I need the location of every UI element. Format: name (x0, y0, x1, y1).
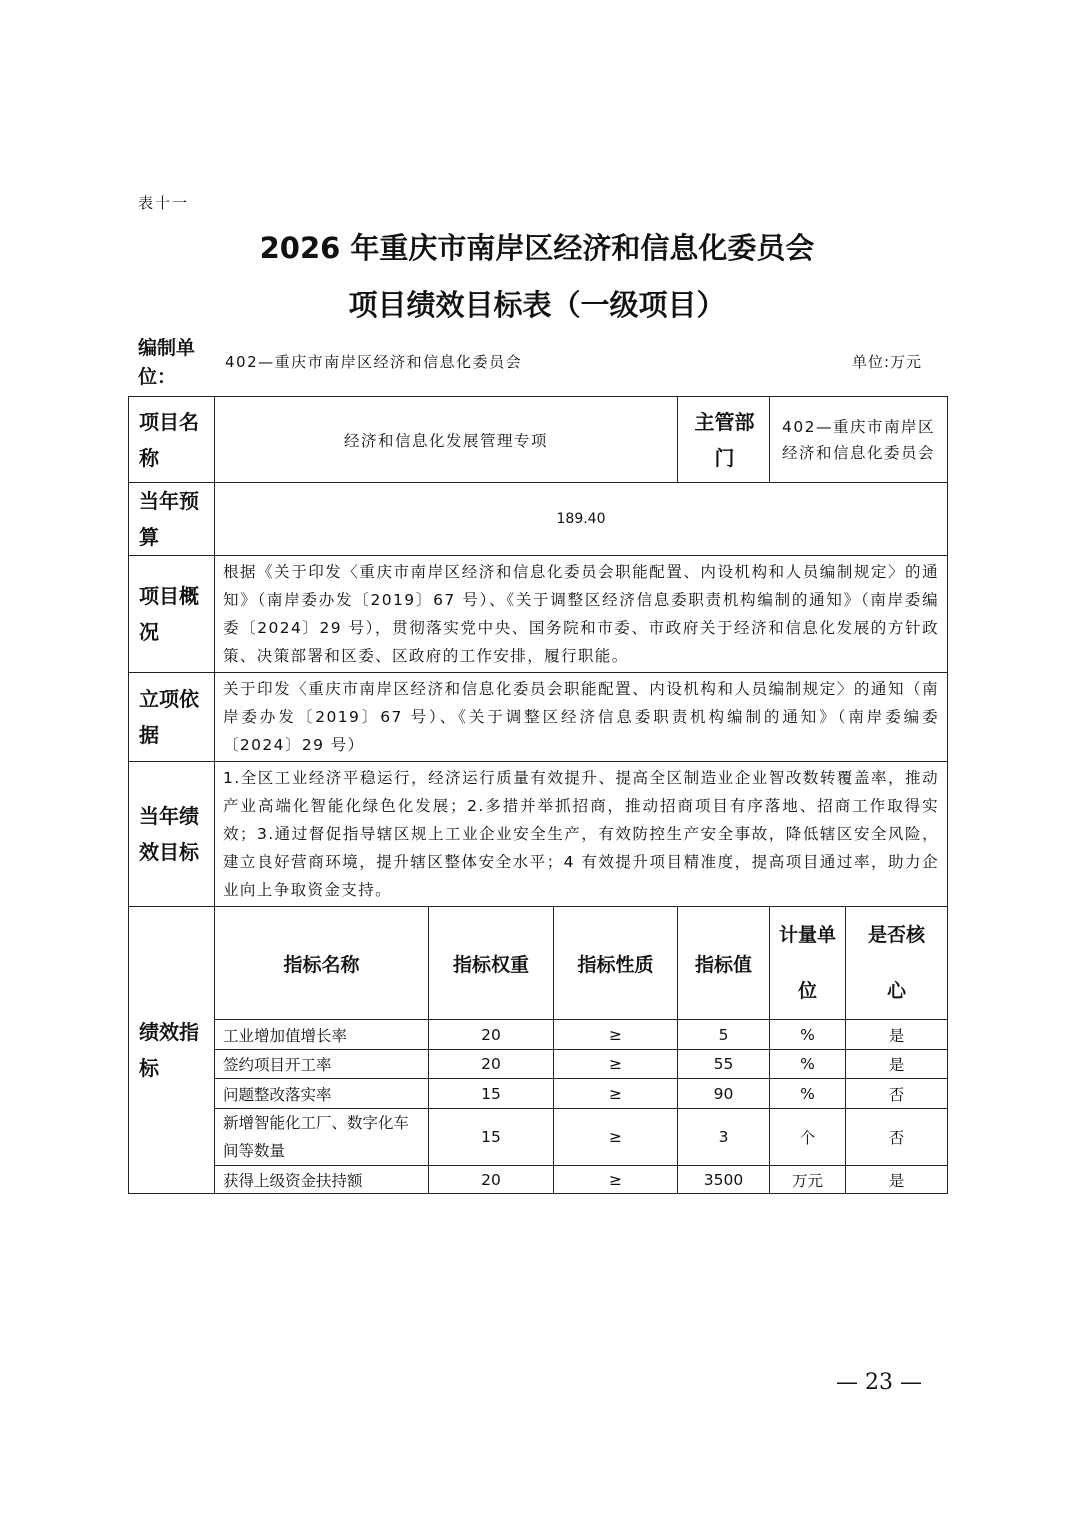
column-header: 计量单位 (770, 907, 846, 1020)
indicator-weight: 20 (429, 1166, 554, 1194)
table-row (129, 1020, 948, 1050)
indicator-core: 否 (846, 1079, 948, 1109)
basis-label: 立项依据 (129, 673, 215, 762)
column-header: 指标值 (678, 907, 770, 1020)
indicator-weight: 20 (429, 1050, 554, 1079)
indicator-unit: 个 (770, 1109, 846, 1166)
indicator-weight: 15 (429, 1079, 554, 1109)
goal-text: 1.全区工业经济平稳运行，经济运行质量有效提升、提高全区制造业企业智改数转覆盖率，推动产业高端化智能化绿色化发展；2.多措并举抓招商，推动招商项目有序落地、招商工作取得实效；3.通过督促指导辖区规上工业企业安全生产，有效防控生产安全事故，降低辖区安全风险，建立良好营商环境，提升辖区整体安全水平；4 有效提升项目精准度，提高项目通过率，助力企业向上争取资金支持。 (215, 762, 948, 907)
indicator-core: 是 (846, 1050, 948, 1079)
table-row (129, 1109, 948, 1166)
overview-label: 项目概况 (129, 556, 215, 673)
indicator-core: 否 (846, 1109, 948, 1166)
project-name: 经济和信息化发展管理专项 (215, 397, 678, 483)
indicator-weight: 15 (429, 1109, 554, 1166)
budget-value: 189.40 (215, 483, 948, 556)
indicators-label: 绩效指标 (129, 907, 215, 1194)
indicator-value: 55 (678, 1050, 770, 1079)
indicator-nature: ≥ (554, 1079, 678, 1109)
basis-text: 关于印发〈重庆市南岸区经济和信息化委员会职能配置、内设机构和人员编制规定〉的通知（南岸委办发〔2019〕67 号）、《关于调整区经济信息委职责机构编制的通知》（南岸委编委〔2024〕29 号） (215, 673, 948, 762)
indicator-name: 工业增加值增长率 (215, 1020, 429, 1050)
column-header: 指标权重 (429, 907, 554, 1020)
column-header: 指标名称 (215, 907, 429, 1020)
overview-row (129, 556, 948, 673)
indicator-name: 新增智能化工厂、数字化车间等数量 (215, 1109, 429, 1166)
table-row (129, 1050, 948, 1079)
indicator-core: 是 (846, 1020, 948, 1050)
indicator-unit: % (770, 1079, 846, 1109)
overview-text: 根据《关于印发〈重庆市南岸区经济和信息化委员会职能配置、内设机构和人员编制规定〉的通知》（南岸委办发〔2019〕67 号）、《关于调整区经济信息委职责机构编制的通知》（南岸委编委〔2024〕29 号），贯彻落实党中央、国务院和市委、市政府关于经济和信息化发展的方针政策、决策部署和区委、区政府的工作安排，履行职能。 (215, 556, 948, 673)
budget-row (129, 483, 948, 556)
indicator-value: 3 (678, 1109, 770, 1166)
indicator-nature: ≥ (554, 1050, 678, 1079)
performance-table (128, 396, 948, 1194)
indicator-unit: 万元 (770, 1166, 846, 1194)
unit-value: 402—重庆市南岸区经济和信息化委员会 (225, 353, 523, 371)
indicator-value: 5 (678, 1020, 770, 1050)
table-row (129, 1079, 948, 1109)
indicator-unit: % (770, 1020, 846, 1050)
indicator-unit: % (770, 1050, 846, 1079)
table-row (129, 1166, 948, 1194)
basis-row (129, 673, 948, 762)
goal-row (129, 762, 948, 907)
indicator-name: 获得上级资金扶持额 (215, 1166, 429, 1194)
document-title: 2026 年重庆市南岸区经济和信息化委员会 (259, 231, 815, 265)
dept-label: 主管部门 (678, 397, 770, 483)
goal-label: 当年绩效目标 (129, 762, 215, 907)
indicator-nature: ≥ (554, 1020, 678, 1050)
column-header: 是否核心 (846, 907, 948, 1020)
indicator-core: 是 (846, 1166, 948, 1194)
unit-label: 编制单位： (138, 337, 196, 388)
indicator-name: 签约项目开工率 (215, 1050, 429, 1079)
table-number: 表十一 (138, 194, 190, 212)
dept-value: 402—重庆市南岸区经济和信息化委员会 (770, 397, 948, 483)
budget-label: 当年预算 (129, 483, 215, 556)
indicator-value: 3500 (678, 1166, 770, 1194)
document-subtitle: 项目绩效目标表（一级项目） (348, 288, 726, 322)
project-name-label: 项目名称 (129, 397, 215, 483)
indicator-name: 问题整改落实率 (215, 1079, 429, 1109)
indicator-header-row (129, 907, 948, 1020)
project-name-row (129, 397, 948, 483)
money-unit: 单位:万元 (852, 353, 923, 371)
indicator-nature: ≥ (554, 1166, 678, 1194)
page-number: — 23 — (836, 1370, 922, 1395)
indicator-weight: 20 (429, 1020, 554, 1050)
indicator-value: 90 (678, 1079, 770, 1109)
column-header: 指标性质 (554, 907, 678, 1020)
indicator-nature: ≥ (554, 1109, 678, 1166)
